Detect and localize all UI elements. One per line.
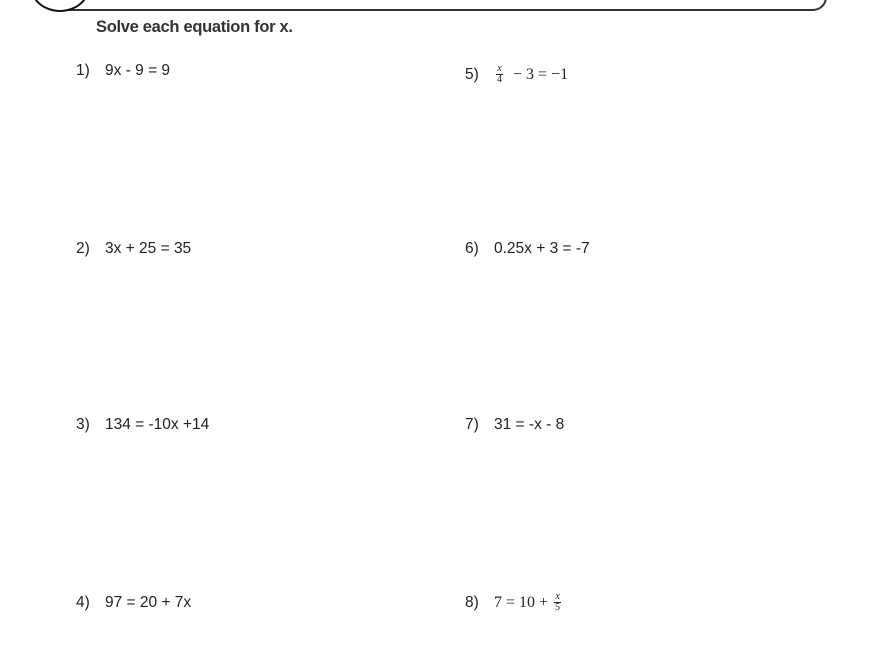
equation bbox=[494, 592, 567, 613]
fraction bbox=[496, 64, 503, 85]
problem-2 bbox=[76, 240, 191, 258]
problem-3 bbox=[76, 416, 209, 434]
problem-number: 6) bbox=[465, 240, 479, 257]
equation: 9x - 9 = 9 bbox=[105, 62, 171, 79]
problem-1 bbox=[76, 62, 170, 80]
equation: 97 = 20 + 7x bbox=[105, 594, 192, 611]
equation: 3x + 25 = 35 bbox=[105, 240, 192, 257]
problem-8 bbox=[465, 592, 567, 613]
problem-number: 7) bbox=[465, 416, 479, 433]
fraction-denominator: 5 bbox=[555, 602, 561, 613]
problem-6 bbox=[465, 240, 590, 258]
equation: 134 = -10x +14 bbox=[105, 416, 210, 433]
problem-4 bbox=[76, 594, 191, 612]
problem-number: 3) bbox=[76, 416, 90, 433]
equation-lead: 7 = 10 + bbox=[494, 593, 553, 611]
equation bbox=[494, 64, 568, 85]
problem-number: 4) bbox=[76, 594, 90, 611]
fraction bbox=[554, 592, 561, 613]
problem-number: 1) bbox=[76, 62, 90, 79]
problem-7 bbox=[465, 416, 564, 434]
fraction-denominator: 4 bbox=[497, 74, 502, 85]
equation: 31 = -x - 8 bbox=[494, 416, 565, 433]
header-frame bbox=[45, 0, 827, 11]
problem-number: 2) bbox=[76, 240, 90, 257]
problem-5 bbox=[465, 64, 568, 85]
fraction-numerator: x bbox=[555, 591, 560, 602]
equation-remainder: − 3 = −1 bbox=[509, 65, 569, 83]
problem-number: 5) bbox=[465, 65, 479, 83]
problem-number: 8) bbox=[465, 593, 479, 611]
fraction-numerator: x bbox=[497, 63, 502, 74]
equation: 0.25x + 3 = -7 bbox=[494, 240, 590, 257]
instructions: Solve each equation for x. bbox=[96, 18, 293, 36]
